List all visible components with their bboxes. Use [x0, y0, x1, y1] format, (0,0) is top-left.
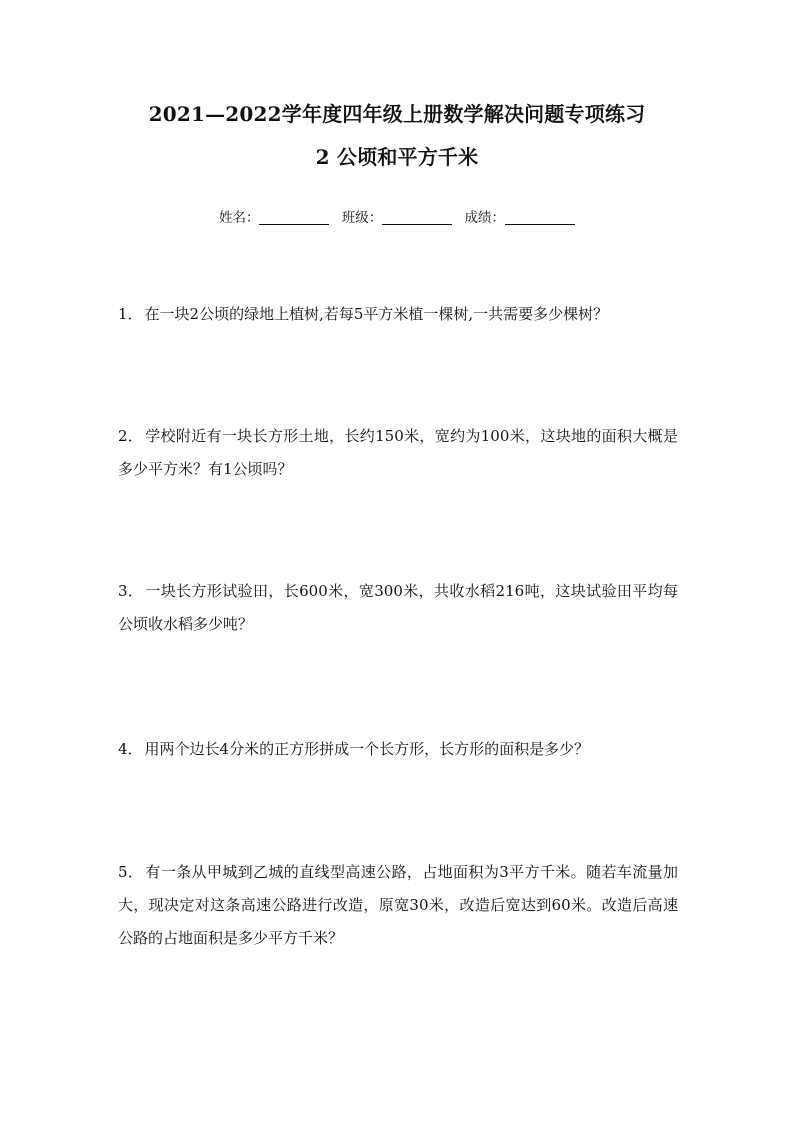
- question-number: 3．: [118, 582, 144, 600]
- question-text: 有一条从甲城到乙城的直线型高速公路，占地面积为3平方千米。随若车流量加大，现决定对这条高速公路进行改造，原宽30米，改造后宽达到60米。改造后高速公路的占地面积是多少平方千米？: [118, 863, 678, 947]
- question-1: [118, 298, 678, 331]
- class-field: [342, 206, 453, 226]
- page-title: 2021—2022学年度四年级上册数学解决问题专项练习: [148, 102, 646, 126]
- score-label: 成绩：: [464, 210, 506, 226]
- question-3: [118, 575, 678, 641]
- question-5: [118, 856, 678, 955]
- question-2: [118, 420, 678, 486]
- question-text: 在一块2公顷的绿地上植树,若每5平方米植一棵树,一共需要多少棵树？: [144, 305, 609, 323]
- name-label: 姓名：: [218, 210, 260, 226]
- question-number: 4．: [118, 740, 143, 758]
- question-number: 2．: [118, 427, 144, 445]
- score-field: [465, 206, 576, 226]
- name-blank[interactable]: [259, 210, 329, 225]
- question-number: 5．: [118, 863, 144, 881]
- student-info-row: [0, 206, 794, 226]
- question-number: 1．: [118, 305, 143, 323]
- question-text: 用两个边长4分米的正方形拼成一个长方形，长方形的面积是多少？: [144, 740, 590, 758]
- class-blank[interactable]: [382, 210, 452, 225]
- page-subtitle: 2 公顷和平方千米: [315, 145, 479, 169]
- question-4: [118, 733, 678, 766]
- class-label: 班级：: [341, 210, 383, 226]
- question-text: 学校附近有一块长方形土地，长约150米，宽约为100米，这块地的面积大概是多少平方米？有1公顷吗？: [118, 427, 678, 478]
- question-text: 一块长方形试验田，长600米，宽300米，共收水稻216吨，这块试验田平均每公顷收水稻多少吨？: [118, 582, 678, 633]
- score-blank[interactable]: [505, 210, 575, 225]
- name-field: [219, 206, 330, 226]
